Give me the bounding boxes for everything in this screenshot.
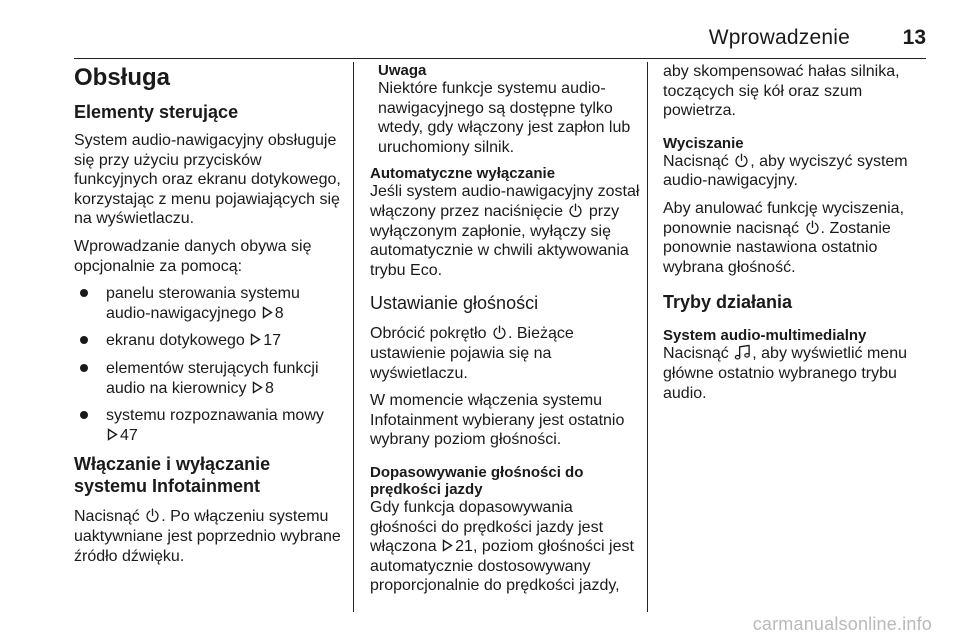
section-title: Obsługa bbox=[74, 64, 171, 91]
reference-arrow-icon bbox=[442, 539, 453, 552]
reference-arrow-icon bbox=[250, 333, 261, 346]
unmute-text-2: . Zostanie ponownie nastawiona ostatnio wybrana głośność. bbox=[663, 219, 891, 276]
multimedia-text-2: , aby wyświetlić menu główne ostatnio wybranego trybu audio. bbox=[663, 345, 907, 402]
column-divider bbox=[647, 62, 648, 612]
volume-paragraph bbox=[370, 324, 640, 383]
subheading-autooff: Automatyczne wyłączanie bbox=[370, 165, 556, 183]
bullet-icon bbox=[80, 411, 88, 419]
page-reference[interactable]: 8 bbox=[264, 379, 274, 397]
mute-text-2: , aby wyciszyć system audio-nawigacyjny. bbox=[663, 152, 908, 190]
reference-arrow-icon bbox=[252, 381, 263, 394]
list-item-text: panelu sterowania systemu audio-nawigacyjnego bbox=[106, 285, 300, 322]
subsection-title-controls: Elementy sterujące bbox=[74, 102, 239, 122]
bullet-icon bbox=[80, 289, 88, 297]
header-title: Wprowadzenie bbox=[708, 26, 850, 49]
reference-arrow-icon bbox=[262, 306, 273, 319]
speed-text-2: , poziom głośności jest automatycznie dostosowywany proporcjonalnie do prędkości jazdy, bbox=[370, 538, 634, 595]
subheading-multimedia: System audio-multimedialny bbox=[663, 327, 867, 345]
page-reference[interactable]: 47 bbox=[120, 426, 138, 444]
onoff-paragraph bbox=[74, 507, 344, 566]
multimedia-paragraph bbox=[663, 344, 933, 403]
intro-paragraph: System audio-nawigacyjny obsługuje się przy użyciu przycisków funkcyjnych oraz ekranu dotykowego, korzystając z menu pojawiających się na wyświetlaczu. bbox=[74, 132, 341, 228]
list-item-text: ekranu dotykowego bbox=[106, 332, 245, 350]
power-icon bbox=[805, 220, 820, 235]
music-note-icon bbox=[734, 344, 751, 361]
column-divider bbox=[353, 62, 354, 612]
autooff-text-1: Jeśli system audio-nawigacyjny został włączony przez naciśnięcie bbox=[370, 183, 640, 220]
reference-arrow-icon bbox=[107, 428, 118, 441]
page-reference[interactable]: 17 bbox=[263, 332, 282, 350]
volume-last-paragraph: W momencie włączenia systemu Infotainment wybierany jest ostatnio wybrany poziom głośności. bbox=[370, 392, 625, 449]
unmute-paragraph bbox=[663, 199, 933, 277]
note-title: Uwaga bbox=[378, 62, 427, 79]
list-item bbox=[74, 331, 344, 351]
input-methods-list bbox=[74, 284, 344, 445]
volume-text-1: Obrócić pokrętło bbox=[370, 325, 487, 343]
power-icon bbox=[568, 203, 583, 218]
onoff-text-1: Nacisnąć bbox=[74, 508, 140, 526]
bullet-icon bbox=[80, 336, 88, 344]
note-text: Niektóre funkcje systemu audio-nawigacyjnego są dostępne tylko wtedy, gdy włączony jest zapłon lub uruchomiony silnik. bbox=[378, 80, 631, 156]
subheading-speed-volume: Dopasowywanie głośności do prędkości jazdy bbox=[370, 463, 584, 498]
onoff-text-2: . Po włączeniu systemu uaktywniane jest poprzednio wybrane źródło dźwięku. bbox=[74, 508, 341, 565]
unmute-text-1: Aby anulować funkcję wyciszenia, ponownie nacisnąć bbox=[663, 199, 905, 237]
list-item-text: systemu rozpoznawania mowy bbox=[106, 407, 324, 425]
multimedia-text-1: Nacisnąć bbox=[663, 345, 729, 363]
power-icon bbox=[145, 508, 160, 523]
column-2 bbox=[370, 62, 640, 596]
input-paragraph: Wprowadzanie danych obywa się opcjonalnie za pomocą: bbox=[74, 237, 312, 275]
watermark: carmanualsonline.info bbox=[752, 614, 932, 634]
bullet-icon bbox=[80, 364, 88, 372]
autooff-paragraph bbox=[370, 182, 640, 280]
autooff-text-2: przy wyłączonym zapłonie, wyłączy się automatycznie w chwili aktywowania trybu Eco. bbox=[370, 202, 629, 279]
subheading-mute: Wyciszanie bbox=[663, 134, 744, 152]
column-1 bbox=[74, 62, 344, 566]
note-box bbox=[370, 62, 640, 157]
list-item bbox=[74, 359, 344, 398]
list-item bbox=[74, 284, 344, 323]
power-icon bbox=[734, 153, 749, 168]
page-reference[interactable]: 21 bbox=[455, 538, 473, 556]
mute-paragraph bbox=[663, 152, 933, 191]
page-number: 13 bbox=[902, 26, 926, 49]
list-item bbox=[74, 406, 344, 445]
list-item-text: elementów sterujących funkcji audio na kierownicy bbox=[106, 359, 319, 397]
mute-text-1: Nacisnąć bbox=[663, 152, 729, 170]
page-reference[interactable]: 8 bbox=[274, 304, 284, 322]
subsection-title-modes: Tryby działania bbox=[663, 292, 793, 313]
volume-text-2: . Bieżące ustawienie pojawia się na wyświetlaczu. bbox=[370, 325, 574, 382]
continued-paragraph: aby skompensować hałas silnika, toczących się kół oraz szum powietrza. bbox=[663, 63, 900, 120]
page-header bbox=[74, 22, 926, 59]
speed-volume-paragraph bbox=[370, 498, 640, 596]
subsection-title-onoff: Włączanie i wyłączanie systemu Infotainment bbox=[74, 454, 271, 497]
power-icon bbox=[492, 325, 507, 340]
column-3 bbox=[663, 62, 933, 403]
subsection-title-volume: Ustawianie głośności bbox=[370, 293, 539, 314]
speed-text-1: Gdy funkcja dopasowywania głośności do prędkości jazdy jest włączona bbox=[370, 498, 604, 556]
